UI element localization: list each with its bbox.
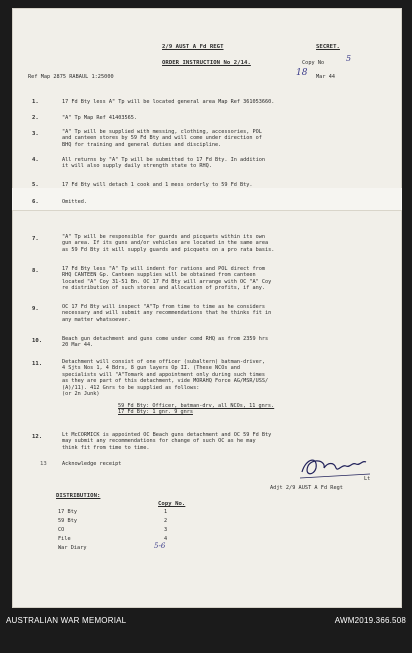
para-10-num: 10. [32,338,43,344]
para-10-text: Beach gun detachment and guns come under comd RHQ as from 2359 hrs 20 Mar 44. [62,336,269,349]
para-9-text: OC 17 Fd Bty will inspect "A"Tp from time to time as he considers necessary and will submit any recommendations that he thinks fit in any matter whatsoever. [62,304,272,323]
distribution-row-to: War Diary [58,545,87,551]
date-rest: Mar 44 [316,74,336,80]
date-day: 18 [296,68,308,78]
distribution-copy-heading: Copy No. [158,501,186,507]
distribution-row-copy: 4 [164,536,168,542]
para-8-num: 8. [32,268,39,274]
para-5-text: 17 Fd Bty will detach 1 cook and 1 mess orderly to 59 Fd Bty. [62,182,253,188]
para-1-num: 1. [32,99,39,105]
footer-institution: AUSTRALIAN WAR MEMORIAL [6,616,127,625]
copy-label: Copy No [302,60,325,66]
order-title: ORDER INSTRUCTION No 2/14. [162,60,251,66]
ref-map: Ref Map 2875 RABAUL 1:25000 [28,74,114,80]
para-13-num: 13 [40,461,47,467]
footer-accession-number: AWM2019.366.508 [334,616,406,625]
para-3-num: 3. [32,131,39,137]
para-12-num: 12. [32,434,43,440]
para-2-text: "A" Tp Map Ref 41403565. [62,115,137,121]
para-6-num: 6. [32,199,39,205]
distribution-row-copy: 5-6 [154,542,166,550]
distribution-row-copy: 1 [164,509,168,515]
para-3-text: "A" Tp will be supplied with messing, clothing, accessories, POL and canteen stores by 59 Fd Bty and will come under direction of BHQ for training and general duties and discipline. [62,129,262,148]
para-9-num: 9. [32,306,39,312]
para-11-allocation: 59 Fd Bty: Officer, batman-drv, all NCOs, 11 gnrs. 17 Fd Bty: 1 gnr. 9 gnrs [118,403,275,416]
signature-title: Adjt 2/9 AUST A Fd Regt [270,485,343,491]
archive-footer [0,610,412,653]
copy-number: 5 [346,54,352,63]
para-7-num: 7. [32,236,39,242]
distribution-row-copy: 2 [164,518,168,524]
para-12-text: Lt McCORMICK is appointed OC Beach guns detachment and OC 59 Fd Bty may submit any recommendations for change of such OC as he may think fit from time to time. [62,432,272,451]
unit-heading: 2/9 AUST A Fd REGT [162,44,224,50]
para-6-text: Omitted. [62,199,87,205]
distribution-row-to: 17 Bty [58,509,78,515]
signature-line-label: Lt [364,476,371,482]
para-2-num: 2. [32,115,39,121]
distribution-row-copy: 3 [164,527,168,533]
classification: SECRET. [316,44,340,50]
para-8-text: 17 Fd Bty less "A" Tp will indent for rations and POL direct from RHQ CANTEEN Gp. Canteen supplies will be obtained from canteen located "A" Coy 31-51 Bn. OC 17 Fd Bty will arrange with OC "A" Coy re distribution of such stores and allocation of profits, if any. [62,266,272,292]
para-7-text: "A" Tp will be responsible for guards and picquets within its own gun area. If its guns and/or vehicles are located in the same area as 59 Fd Bty it will supply guards and picquets on a pro rata basis. [62,234,275,253]
distribution-row-to: File [58,536,71,542]
para-11-text: Detachment will consist of one officer (subaltern) batman-driver, 4 Sjts Nos 1, 4 Bdrs, 8 gun layers Op II. (These NCOs and specialists will "A"Tomark and appointment only during such times as they are part of this detachment, vide MORAHQ Force AG/MSR/USS/ (A)/11). 412 Gnrs to be supplied as follows: (or 2n Junk) [62,359,269,398]
para-1-text: 17 Fd Bty less A" Tp will be located general area Map Ref 361053660. [62,99,275,105]
distribution-heading: DISTRIBUTION: [56,493,101,499]
para-4-num: 4. [32,157,39,163]
distribution-row-to: 59 Bty [58,518,78,524]
distribution-row-to: CO [58,527,65,533]
para-11-num: 11. [32,361,43,367]
para-13-text: Acknowledge receipt [62,461,122,467]
para-5-num: 5. [32,182,39,188]
para-4-text: All returns by "A" Tp will be submitted to 17 Fd Bty. In addition it will also supply daily strength state to RHQ. [62,157,266,170]
